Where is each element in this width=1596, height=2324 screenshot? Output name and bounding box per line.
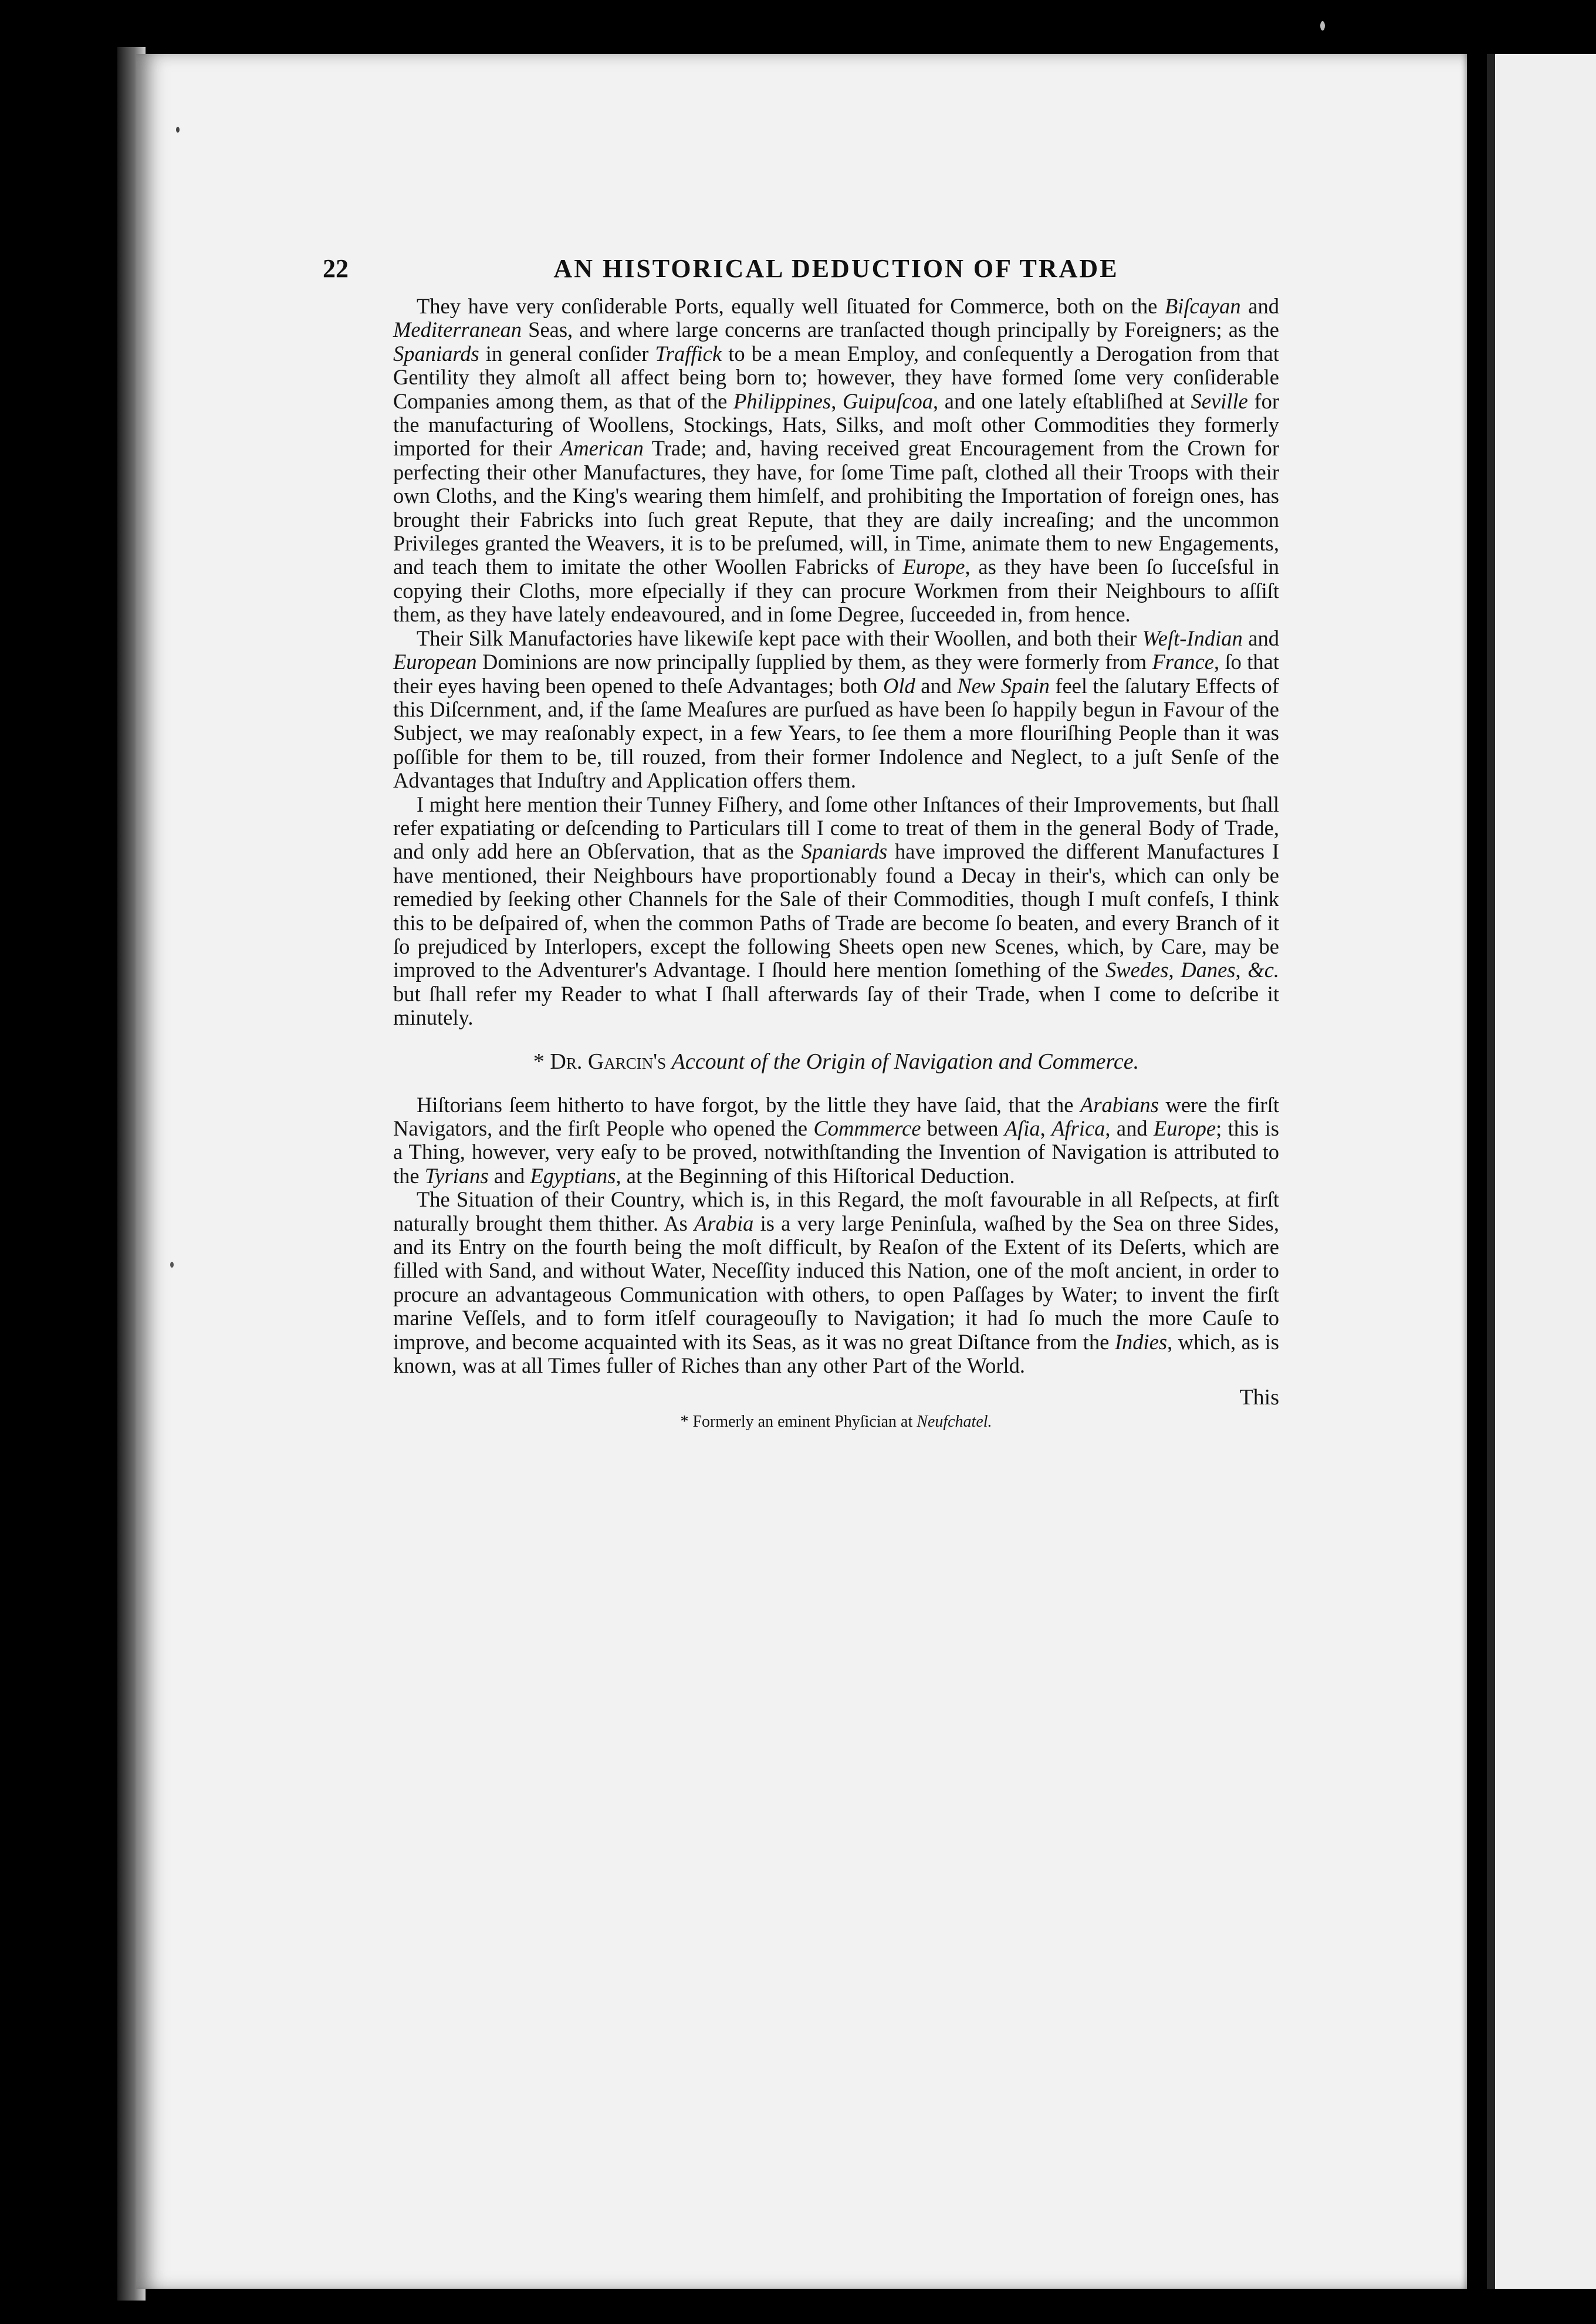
catchword: This: [1239, 1385, 1279, 1410]
running-title: AN HISTORICAL DEDUCTION OF TRADE: [553, 254, 1119, 283]
section-heading-title: Account of the Origin of Navigation and Commerce.: [671, 1049, 1139, 1074]
paragraph: Their Silk Manufactories have likewiſe kept pace with their Woollen, and both their Weſt-Indian and European Dominions are now principally ſupplied by them, as they were formerly from France, ſo that their eyes having been opened to theſe Advantages; both Old and New Spain feel the ſalutary Effects of this Diſcernment, and, if the ſame Meaſures are purſued as have been ſo happily begun in Favour of the Subject, we may reaſonably expect, in a few Years, to ſee them a more flouriſhing People than it was poſſible for them to be, till rouzed, from their former Indolence and Neglect, to a juſt Senſe of the Advantages that Induſtry and Application offers them.: [393, 626, 1280, 793]
paragraph: Hiſtorians ſeem hitherto to have forgot, by the little they have ſaid, that the Arabians were the firſt Navigators, and the firſt People who opened the Commmerce between Aſia, Africa, and Europe; this is a Thing, however, very eaſy to be proved, notwithſtanding the Invention of Navigation is attributed to the Tyrians and Egyptians, at the Beginning of this Hiſtorical Deduction.: [393, 1092, 1280, 1188]
paragraph: The Situation of their Country, which is, in this Regard, the moſt favourable in all Reſpects, at firſt naturally brought them thither. As Arabia is a very large Peninſula, waſhed by the Sea on three Sides, and its Entry on the fourth being the moſt difficult, by Reaſon of the Extent of its Deſerts, which are filled with Sand, and without Water, Neceſſity induced this Nation, one of the moſt ancient, in order to procure an advantageous Communication with others, to open Paſſages by Water; to invent the firſt marine Veſſels, and to form itſelf courageouſly to Navigation; it had ſo much the more Cauſe to improve, and become acquainted with its Seas, as it was no great Diſtance from the Indies, which, as is known, was at all Times fuller of Riches than any other Part of the World.: [393, 1187, 1279, 1378]
paragraph: I might here mention their Tunney Fiſhery, and ſome other Inſtances of their Improvements, but ſhall refer expatiating or deſcending to Particulars till I come to treat of them in the general Body of Trade, and only add here an Obſervation, that as the Spaniards have improved the different Manufactures I have mentioned, their Neighbours have proportionably found a Decay in their's, which can only be remedied by ſeeking other Channels for the Sale of their Commodities, though I muſt confeſs, I think this to be deſpaired of, when the common Paths of Trade are become ſo beaten, and every Branch of it ſo prejudiced by Interlopers, except the following Sheets open new Scenes, which, by Care, may be improved to the Adventurer's Advantage. I ſhould here mention ſomething of the Swedes, Danes, &c. but ſhall refer my Reader to what I ſhall afterwards ſay of their Trade, when I come to deſcribe it minutely.: [393, 792, 1280, 1030]
section-heading: [393, 1049, 1279, 1075]
scan-speck: [1320, 21, 1325, 31]
footnote-text: * Formerly an eminent Phyſician at: [680, 1413, 917, 1431]
footnote: [393, 1413, 1279, 1431]
facing-page: [1495, 54, 1596, 2289]
footnote-place: Neufchatel.: [917, 1413, 992, 1431]
page-number: 22: [323, 254, 349, 283]
paragraph: They have very conſiderable Ports, equally well ſituated for Commerce, both on the Biſcayan and Mediterranean Seas, and where large concerns are tranſacted though principally by Foreigners; as the Spaniards in general conſider Traffick to be a mean Employ, and conſequently a Derogation from that Gentility they almoſt all affect being born to; however, they have formed ſome very conſiderable Companies among them, as that of the Philippines, Guipuſcoa, and one lately eſtabliſhed at Seville for the manufacturing of Woollens, Stockings, Hats, Silks, and moſt other Commodities they formerly imported for their American Trade; and, having received great Encouragement from the Crown for perfecting their other Manufactures, they have, for ſome Time paſt, clothed all their Troops with their own Cloths, and the King's wearing them himſelf, and prohibiting the Importation of foreign ones, has brought their Fabricks into ſuch great Repute, that they are daily increaſing; and the uncommon Privileges granted the Weavers, it is to be preſumed, will, in Time, animate them to new Engagements, and teach them to imitate the other Woollen Fabricks of Europe, as they have been ſo ſucceſsful in copying their Cloths, more eſpecially if they can procure Workmen from their Neighbours to aſſiſt them, as they have lately endeavoured, and in ſome Degree, ſucceeded in, from hence.: [393, 294, 1280, 627]
scan-speck: [176, 127, 180, 133]
scan-speck: [170, 1262, 174, 1268]
section-heading-prefix: * Dr. Garcin's: [533, 1049, 672, 1074]
page-header: [323, 254, 1279, 289]
page-content: [323, 254, 1280, 1431]
